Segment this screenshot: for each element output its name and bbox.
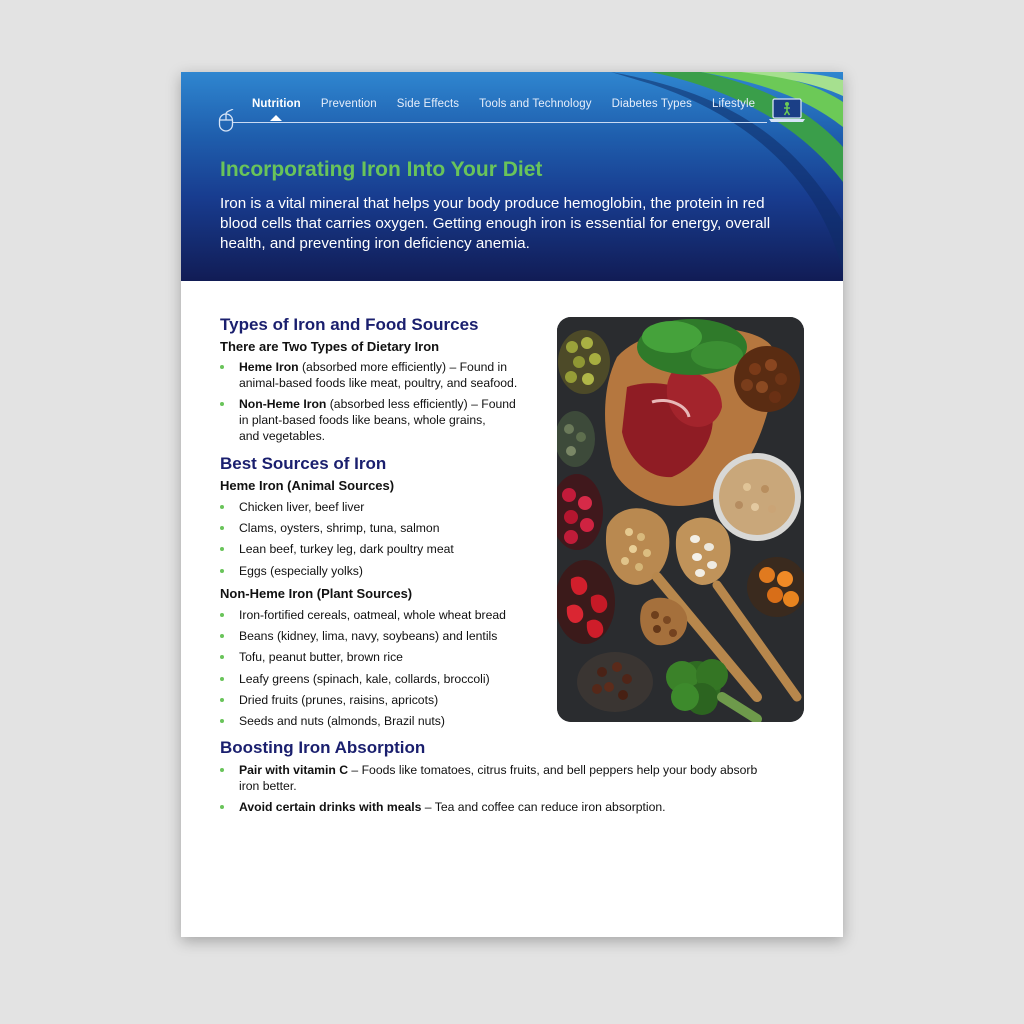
handout-page [181, 72, 843, 937]
list-item: Pair with vitamin C – Foods like tomatoes, citrus fruits, and bell peppers help your body absorb iron better. [220, 762, 757, 794]
list-item: Tofu, peanut butter, brown rice [220, 649, 506, 665]
absorption-title: Boosting Iron Absorption [220, 738, 426, 757]
nonheme-sources-list [220, 607, 506, 734]
bullet-dot-icon [220, 805, 224, 809]
list-item: Seeds and nuts (almonds, Brazil nuts) [220, 713, 506, 729]
list-item: Leafy greens (spinach, kale, collards, broccoli) [220, 671, 506, 687]
list-item: Non-Heme Iron (absorbed less efficiently) – Found in plant-based foods like beans, whole grains, and vegetables. [220, 396, 517, 444]
bullet-dot-icon [220, 677, 224, 681]
iron-rich-foods-photo [557, 317, 804, 722]
types-section-title: Types of Iron and Food Sources [220, 315, 479, 334]
bullet-dot-icon [220, 719, 224, 723]
list-item: Iron-fortified cereals, oatmeal, whole wheat bread [220, 607, 506, 623]
intro-paragraph: Iron is a vital mineral that helps your body produce hemoglobin, the protein in red blood cells that carries oxygen. Getting enough iron is essential for energy, overall health, and preventing iron deficiency anemia. [220, 195, 771, 252]
nav-diabetes-types[interactable]: Diabetes Types [611, 98, 693, 110]
list-item: Chicken liver, beef liver [220, 499, 454, 515]
bullet-dot-icon [220, 768, 224, 772]
nav-side-effects[interactable]: Side Effects [396, 98, 460, 110]
nav-prevention[interactable]: Prevention [320, 98, 377, 110]
bullet-dot-icon [220, 613, 224, 617]
bullet-dot-icon [220, 547, 224, 551]
top-navigation [252, 98, 775, 120]
bullet-dot-icon [220, 634, 224, 638]
best-sources-title: Best Sources of Iron [220, 454, 387, 473]
bullet-dot-icon [220, 655, 224, 659]
page-title: Incorporating Iron Into Your Diet [220, 158, 543, 181]
heme-subtitle: Heme Iron (Animal Sources) [220, 478, 395, 493]
list-item: Beans (kidney, lima, navy, soybeans) and lentils [220, 628, 506, 644]
bullet-dot-icon [220, 569, 224, 573]
iron-types-list [220, 359, 517, 448]
nonheme-subtitle: Non-Heme Iron (Plant Sources) [220, 586, 413, 601]
nav-lifestyle[interactable]: Lifestyle [712, 98, 756, 110]
nav-divider-line [233, 122, 767, 123]
list-item: Avoid certain drinks with meals – Tea and coffee can reduce iron absorption. [220, 799, 757, 815]
mouse-icon [218, 109, 234, 133]
absorption-list [220, 762, 757, 819]
bullet-dot-icon [220, 698, 224, 702]
nav-tools-and-technology[interactable]: Tools and Technology [479, 98, 592, 110]
header-banner [181, 72, 843, 281]
heme-sources-list [220, 499, 454, 584]
types-subtitle: There are Two Types of Dietary Iron [220, 339, 440, 354]
list-item: Eggs (especially yolks) [220, 563, 454, 579]
list-item: Heme Iron (absorbed more efficiently) – Found in animal-based foods like meat, poultry, and seafood. [220, 359, 517, 391]
list-item: Clams, oysters, shrimp, tuna, salmon [220, 520, 454, 536]
bullet-dot-icon [220, 505, 224, 509]
list-item: Lean beef, turkey leg, dark poultry meat [220, 541, 454, 557]
bullet-dot-icon [220, 526, 224, 530]
bullet-dot-icon [220, 402, 224, 406]
list-item: Dried fruits (prunes, raisins, apricots) [220, 692, 506, 708]
bullet-dot-icon [220, 365, 224, 369]
nav-nutrition[interactable]: Nutrition [252, 98, 301, 110]
laptop-person-icon[interactable] [768, 97, 806, 125]
